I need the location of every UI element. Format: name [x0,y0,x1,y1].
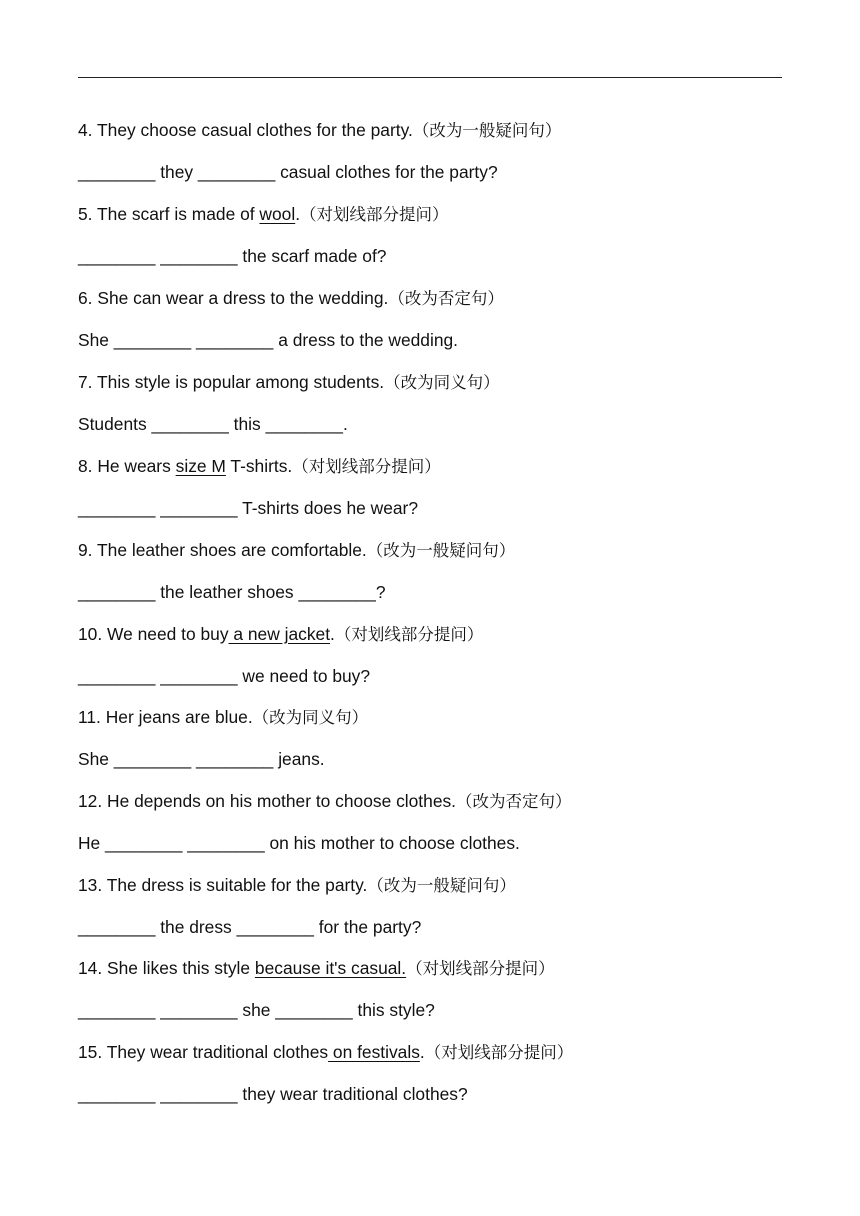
underlined-part: wool [259,204,296,224]
sentence-text: She can wear a dress to the wedding. [92,288,389,308]
answer-line: ________ ________ she ________ this style? [78,1000,435,1020]
answer-line: She ________ ________ jeans. [78,749,325,769]
question-sentence [78,871,516,899]
sentence-text: . [295,204,301,224]
underlined-part: on festivals [328,1042,420,1062]
question-sentence [78,452,441,480]
sentence-text: This style is popular among students. [92,372,385,392]
instruction: （改为同义句） [252,708,369,727]
header-rule [78,77,782,78]
sentence-text: 8. [78,456,93,476]
answer-line: She ________ ________ a dress to the wedding. [78,330,459,350]
answer-line: ________ ________ the scarf made of? [78,246,387,266]
instruction: （对划线部分提问） [406,959,555,978]
question-sentence [78,284,504,312]
answer-line: ________ ________ T-shirts does he wear? [78,498,419,518]
sentence-text: 6. [78,288,93,308]
sentence-text: We need to buy [102,624,229,644]
sentence-text: 4. [78,120,93,140]
instruction: （改为一般疑问句） [367,876,516,895]
question-sentence [78,787,572,815]
sentence-text: They wear traditional clothes [102,1042,329,1062]
question-sentence [78,536,515,564]
sentence-text: He wears [92,456,176,476]
question-sentence [78,116,561,144]
question-sentence [78,620,483,648]
answer-line: ________ they ________ casual clothes for the party? [78,162,498,182]
underlined-part: size M [175,456,226,476]
sentence-text: 12. [78,791,103,811]
sentence-text: The dress is suitable for the party. [102,875,368,895]
answer-line: ________ ________ they wear traditional clothes? [78,1084,468,1104]
answer-line: ________ ________ we need to buy? [78,666,371,686]
underlined-part: because it's casual. [254,958,407,978]
question-sentence [78,200,449,228]
sentence-text: 13. [78,875,103,895]
sentence-text: 5. [78,204,93,224]
answer-line: He ________ ________ on his mother to choose clothes. [78,833,520,853]
instruction: （对划线部分提问） [292,457,441,476]
question-sentence [78,703,368,731]
sentence-text: 14. [78,958,103,978]
sentence-text: 11. [78,707,101,727]
sentence-text: . [330,624,335,644]
sentence-text: They choose casual clothes for the party. [92,120,413,140]
answer-line: ________ the leather shoes ________? [78,582,386,602]
question-sentence [78,1038,573,1066]
sentence-text: T-shirts. [225,456,293,476]
sentence-text: 9. [78,540,93,560]
sentence-text: 15. [78,1042,103,1062]
sentence-text: The scarf is made of [92,204,260,224]
sentence-text: He depends on his mother to choose clothes. [102,791,457,811]
instruction: （对划线部分提问） [300,205,449,224]
instruction: （改为一般疑问句） [366,541,516,560]
question-sentence [78,368,500,396]
instruction: （对划线部分提问） [334,625,484,644]
instruction: （改为一般疑问句） [412,121,562,140]
answer-line: ________ the dress ________ for the party? [78,917,422,937]
underlined-part: a new jacket [228,624,331,644]
instruction: （对划线部分提问） [424,1043,574,1062]
sentence-text: 10. [78,624,103,644]
instruction: （改为同义句） [384,373,500,392]
sentence-text: Her jeans are blue. [100,707,253,727]
sentence-text: She likes this style [102,958,255,978]
instruction: （改为否定句） [456,792,572,811]
sentence-text: . [419,1042,425,1062]
instruction: （改为否定句） [388,289,504,308]
sentence-text: The leather shoes are comfortable. [92,540,367,560]
question-sentence [78,954,555,982]
sentence-text: 7. [78,372,93,392]
answer-line: Students ________ this ________. [78,414,348,434]
